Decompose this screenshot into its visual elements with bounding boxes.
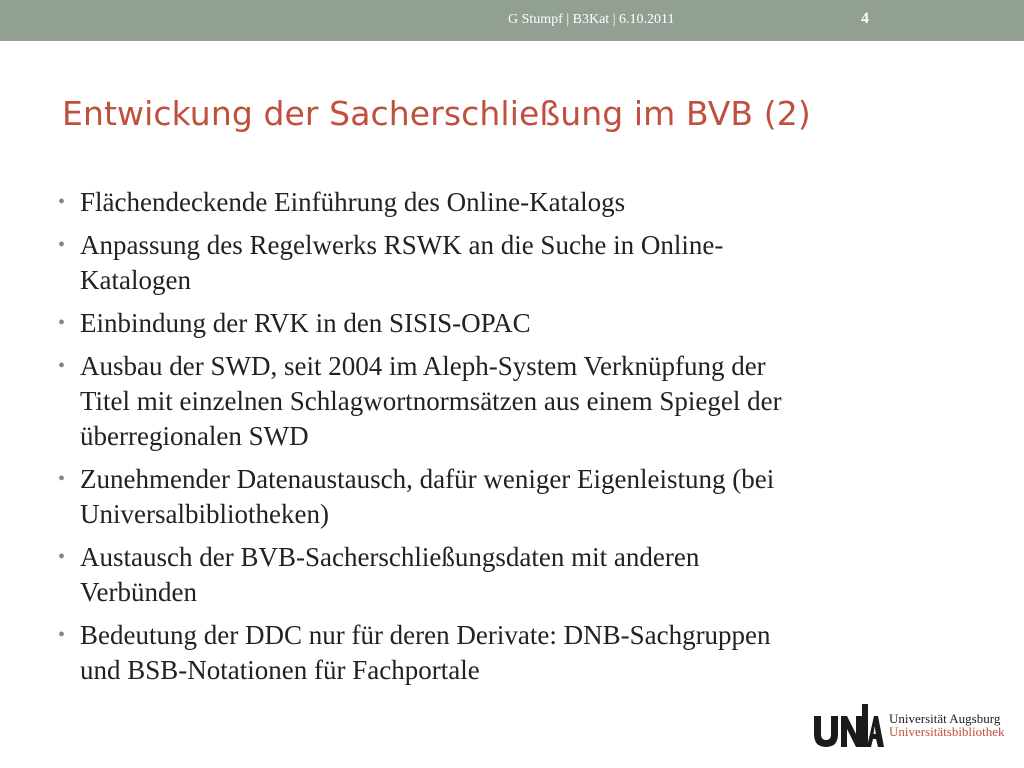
bullet-line: Katalogen: [80, 265, 191, 295]
bullet-item: [58, 306, 958, 341]
logo-university-name: Universität Augsburg: [889, 711, 1001, 726]
bullet-icon: •: [58, 355, 66, 377]
bullet-line: Flächendeckende Einführung des Online-Katalogs: [80, 187, 626, 217]
bullet-line: Universalbibliotheken): [80, 499, 329, 529]
bullet-icon: •: [58, 234, 66, 256]
bullet-item: [58, 618, 958, 688]
bullet-item: [58, 228, 958, 298]
bullet-item: [58, 540, 958, 610]
bullet-line: überregionalen SWD: [80, 421, 309, 451]
header-text: G Stumpf | B3Kat | 6.10.2011: [508, 12, 675, 27]
logo-library-name: Universitätsbibliothek: [889, 724, 1005, 739]
bullet-icon: •: [58, 312, 66, 334]
bullet-line: Zunehmender Datenaustausch, dafür weniger Eigenleistung (bei: [80, 464, 775, 494]
bullet-icon: •: [58, 468, 66, 490]
bullet-list: [58, 185, 958, 696]
bullet-item: [58, 185, 958, 220]
bullet-item: [58, 462, 958, 532]
slide-title: Entwickung der Sacherschließung im BVB (2): [62, 94, 811, 133]
header-bar: [0, 0, 1024, 41]
bullet-line: Anpassung des Regelwerks RSWK an die Suche in Online-: [80, 230, 724, 260]
university-logo: [812, 702, 1005, 748]
bullet-line: Ausbau der SWD, seit 2004 im Aleph-System Verknüpfung der: [80, 351, 766, 381]
bullet-icon: •: [58, 546, 66, 568]
bullet-item: [58, 349, 958, 454]
bullet-line: Verbünden: [80, 577, 197, 607]
logo-text: [889, 712, 1005, 738]
bullet-line: Austausch der BVB-Sacherschließungsdaten mit anderen: [80, 542, 700, 572]
bullet-line: Einbindung der RVK in den SISIS-OPAC: [80, 308, 531, 338]
unia-logo-icon: [812, 702, 884, 748]
bullet-icon: •: [58, 191, 66, 213]
page-number: 4: [861, 10, 869, 27]
bullet-icon: •: [58, 624, 66, 646]
bullet-line: Titel mit einzelnen Schlagwortnormsätzen aus einem Spiegel der: [80, 386, 782, 416]
bullet-line: und BSB-Notationen für Fachportale: [80, 655, 480, 685]
bullet-line: Bedeutung der DDC nur für deren Derivate: DNB-Sachgruppen: [80, 620, 771, 650]
